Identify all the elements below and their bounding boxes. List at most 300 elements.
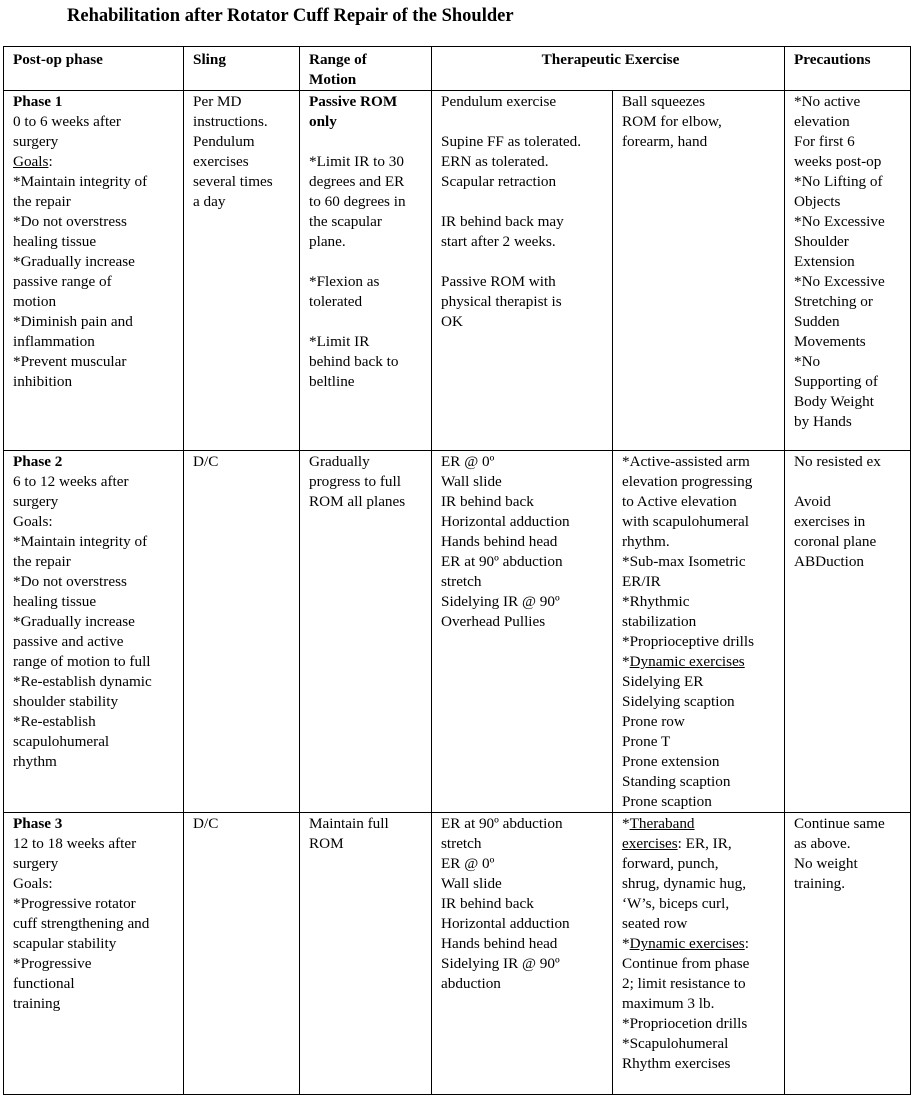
cell-line (13, 92, 179, 112)
line-text: Phase 1 (13, 93, 63, 110)
cell-line (441, 172, 608, 192)
cell-line (13, 492, 179, 512)
cell-line (13, 552, 179, 572)
line-text: training. (794, 875, 846, 892)
cell-line (309, 834, 427, 854)
line-text: ER @ 0º (441, 453, 495, 470)
cell-line (441, 232, 608, 252)
cell-line (622, 492, 780, 512)
line-text: *Limit IR to 30 (309, 153, 404, 170)
cell-line (441, 612, 608, 632)
cell-line (13, 292, 179, 312)
line-text: For first 6 (794, 133, 855, 150)
cell-line (13, 732, 179, 752)
line-text: *No Lifting of (794, 173, 883, 190)
line-text: rhythm (13, 753, 57, 770)
line-text: ROM all planes (309, 493, 406, 510)
line-text: by Hands (794, 413, 852, 430)
line-text: to 60 degrees in (309, 193, 406, 210)
line-text: Theraband (629, 815, 695, 832)
line-text: 0 to 6 weeks after (13, 113, 121, 130)
cell-line (622, 772, 780, 792)
line-text: Wall slide (441, 473, 502, 490)
cell-line (13, 372, 179, 392)
header-row (4, 47, 911, 91)
cell-line (309, 112, 427, 132)
line-text: as above. (794, 835, 851, 852)
cell-line (794, 814, 906, 834)
cell-line (441, 834, 608, 854)
cell-line (13, 132, 179, 152)
cell-line (794, 112, 906, 132)
line-text: Phase 3 (13, 815, 63, 832)
line-text: scapular stability (13, 935, 117, 952)
line-text: ROM for elbow, (622, 113, 722, 130)
cell-line (309, 192, 427, 212)
line-text: Gradually (309, 453, 370, 470)
line-text: *Progressive (13, 955, 92, 972)
cell-line (622, 1014, 780, 1034)
line-text: Continue from phase (622, 955, 750, 972)
cell-line (309, 212, 427, 232)
cell-line (441, 814, 608, 834)
cell-line (309, 272, 427, 292)
cell-line (622, 914, 780, 934)
line-text: 6 to 12 weeks after (13, 473, 129, 490)
header-rom-line: Motion (309, 71, 357, 88)
cell-line (13, 512, 179, 532)
cell-line (794, 152, 906, 172)
cell-line (13, 172, 179, 192)
exercise-cell-right (613, 451, 785, 813)
cell-line (794, 332, 906, 352)
cell-line (622, 672, 780, 692)
line-text: Pendulum exercise (441, 93, 557, 110)
cell-line (13, 612, 179, 632)
line-text: Overhead Pullies (441, 613, 546, 630)
cell-line (13, 232, 179, 252)
line-text: physical therapist is (441, 293, 562, 310)
cell-line (13, 472, 179, 492)
cell-line (622, 712, 780, 732)
line-suffix: : ER, IR, (677, 835, 732, 852)
line-text: shrug, dynamic hug, (622, 875, 747, 892)
line-text: rhythm. (622, 533, 670, 550)
line-text: *Limit IR (309, 333, 370, 350)
cell-line (309, 372, 427, 392)
line-text: *Do not overstress (13, 573, 127, 590)
line-text: passive and active (13, 633, 124, 650)
line-text: ROM (309, 835, 344, 852)
cell-line (13, 272, 179, 292)
range-of-motion-cell (300, 451, 432, 813)
cell-line (441, 252, 608, 272)
line-text: Maintain full (309, 815, 389, 832)
line-text: surgery (13, 493, 59, 510)
cell-line (441, 512, 608, 532)
line-text: scapulohumeral (13, 733, 110, 750)
cell-line (193, 452, 295, 472)
line-prefix: * (622, 653, 630, 670)
cell-line (794, 452, 906, 472)
cell-line (309, 452, 427, 472)
line-text: ‘W’s, biceps curl, (622, 895, 730, 912)
cell-line (622, 552, 780, 572)
line-text: Passive ROM with (441, 273, 556, 290)
line-text: elevation progressing (622, 473, 753, 490)
line-text: stabilization (622, 613, 697, 630)
header-post-op-phase: Post-op phase (4, 47, 184, 91)
cell-line (622, 652, 780, 672)
cell-line (794, 874, 906, 894)
line-text: ABDuction (794, 553, 865, 570)
cell-line (13, 752, 179, 772)
line-text: *Active-assisted arm (622, 453, 750, 470)
line-text: OK (441, 313, 463, 330)
precautions-cell (785, 91, 911, 451)
cell-line (794, 472, 906, 492)
line-text: *Proprioceptive drills (622, 633, 755, 650)
line-text: Per MD (193, 93, 242, 110)
line-text: exercises (193, 153, 249, 170)
cell-line (441, 954, 608, 974)
cell-line (441, 112, 608, 132)
line-text: to Active elevation (622, 493, 737, 510)
line-text: Supine FF as tolerated. (441, 133, 582, 150)
line-text: D/C (193, 453, 219, 470)
line-text: the repair (13, 193, 71, 210)
line-text: forward, punch, (622, 855, 719, 872)
line-text: *No Excessive (794, 213, 885, 230)
line-text: Objects (794, 193, 841, 210)
cell-line (794, 92, 906, 112)
cell-line (622, 572, 780, 592)
line-text: Body Weight (794, 393, 874, 410)
line-text: *Prevent muscular (13, 353, 127, 370)
line-text: a day (193, 193, 226, 210)
cell-line (193, 814, 295, 834)
cell-line (441, 874, 608, 894)
line-text: IR behind back (441, 493, 534, 510)
line-text: *Rhythmic (622, 593, 690, 610)
line-text: *Scapulohumeral (622, 1035, 729, 1052)
cell-line (441, 152, 608, 172)
cell-line (622, 512, 780, 532)
cell-line (193, 112, 295, 132)
cell-line (309, 132, 427, 152)
cell-line (13, 712, 179, 732)
cell-line (622, 834, 780, 854)
line-text: behind back to (309, 353, 399, 370)
cell-line (622, 612, 780, 632)
cell-line (309, 172, 427, 192)
cell-line (309, 352, 427, 372)
cell-line (13, 954, 179, 974)
line-text: cuff strengthening and (13, 915, 150, 932)
cell-line (794, 312, 906, 332)
cell-line (13, 914, 179, 934)
line-text: ER at 90º abduction (441, 553, 563, 570)
cell-line (441, 452, 608, 472)
line-text: Goals: (13, 875, 53, 892)
line-text: *No (794, 353, 821, 370)
line-text: *Re-establish dynamic (13, 673, 152, 690)
cell-line (13, 874, 179, 894)
line-text: stretch (441, 573, 482, 590)
cell-line (13, 252, 179, 272)
sling-cell (184, 91, 300, 451)
line-text: beltline (309, 373, 355, 390)
cell-line (622, 752, 780, 772)
line-text: IR behind back (441, 895, 534, 912)
line-text: Pendulum (193, 133, 255, 150)
cell-line (309, 332, 427, 352)
cell-line (13, 572, 179, 592)
cell-line (13, 112, 179, 132)
rehab-protocol-table (3, 46, 911, 1095)
line-text: Prone scaption (622, 793, 712, 810)
cell-line (441, 492, 608, 512)
line-text: shoulder stability (13, 693, 119, 710)
cell-line (13, 652, 179, 672)
line-text: Wall slide (441, 875, 502, 892)
line-text: Goals (13, 153, 49, 170)
line-text: No resisted ex (794, 453, 881, 470)
line-text: 12 to 18 weeks after (13, 835, 137, 852)
cell-line (13, 632, 179, 652)
cell-line (794, 834, 906, 854)
cell-line (441, 272, 608, 292)
line-text: the repair (13, 553, 71, 570)
cell-line (794, 132, 906, 152)
cell-line (441, 292, 608, 312)
line-text: Hands behind head (441, 935, 558, 952)
cell-line (441, 132, 608, 152)
cell-line (622, 472, 780, 492)
cell-line (309, 92, 427, 112)
cell-line (13, 934, 179, 954)
cell-line (622, 854, 780, 874)
cell-line (13, 894, 179, 914)
phase-cell (4, 451, 184, 813)
line-text: progress to full (309, 473, 401, 490)
line-text: D/C (193, 815, 219, 832)
cell-line (193, 172, 295, 192)
line-text: *Diminish pain and (13, 313, 133, 330)
cell-line (441, 532, 608, 552)
line-text: Ball squeezes (622, 93, 706, 110)
line-text: Dynamic exercises (629, 653, 745, 670)
cell-line (794, 192, 906, 212)
cell-line (794, 412, 906, 432)
cell-line (13, 592, 179, 612)
exercise-cell-left (432, 813, 613, 1095)
cell-line (622, 874, 780, 894)
cell-line (794, 854, 906, 874)
line-text: Avoid (794, 493, 831, 510)
line-text: *Propriocetion drills (622, 1015, 748, 1032)
cell-line (309, 312, 427, 332)
cell-line (794, 292, 906, 312)
cell-line (309, 152, 427, 172)
line-text: *Gradually increase (13, 253, 135, 270)
range-of-motion-cell (300, 813, 432, 1095)
cell-line (794, 492, 906, 512)
exercise-cell-right (613, 813, 785, 1095)
header-rom-line: Range of (309, 51, 367, 68)
line-text: instructions. (193, 113, 268, 130)
cell-line (622, 1034, 780, 1054)
cell-line (794, 232, 906, 252)
line-text: weeks post-op (794, 153, 882, 170)
exercise-cell-left (432, 451, 613, 813)
cell-line (622, 452, 780, 472)
table-row-phase-3 (4, 813, 911, 1095)
cell-line (193, 92, 295, 112)
cell-line (13, 854, 179, 874)
line-text: *Do not overstress (13, 213, 127, 230)
cell-line (441, 572, 608, 592)
precautions-cell (785, 813, 911, 1095)
line-text: Sidelying IR @ 90º (441, 593, 560, 610)
cell-line (13, 212, 179, 232)
line-text: stretch (441, 835, 482, 852)
line-text: *Maintain integrity of (13, 173, 148, 190)
cell-line (13, 192, 179, 212)
sling-cell (184, 451, 300, 813)
line-text: healing tissue (13, 233, 97, 250)
exercise-cell-left (432, 91, 613, 451)
cell-line (441, 854, 608, 874)
cell-line (441, 312, 608, 332)
cell-line (309, 814, 427, 834)
line-text: start after 2 weeks. (441, 233, 556, 250)
line-text: Goals: (13, 513, 53, 530)
line-text: Prone extension (622, 753, 720, 770)
line-text: Passive ROM (309, 93, 398, 110)
cell-line (794, 512, 906, 532)
cell-line (622, 132, 780, 152)
line-text: *Progressive rotator (13, 895, 136, 912)
line-text: the scapular (309, 213, 382, 230)
line-text: Scapular retraction (441, 173, 557, 190)
cell-line (13, 332, 179, 352)
cell-line (13, 532, 179, 552)
cell-line (622, 112, 780, 132)
cell-line (441, 552, 608, 572)
line-text: abduction (441, 975, 501, 992)
line-text: surgery (13, 133, 59, 150)
line-text: Horizontal adduction (441, 513, 570, 530)
line-text: degrees and ER (309, 173, 405, 190)
line-text: plane. (309, 233, 346, 250)
line-text: passive range of (13, 273, 112, 290)
phase-cell (4, 813, 184, 1095)
cell-line (441, 472, 608, 492)
header-precautions: Precautions (785, 47, 911, 91)
cell-line (193, 152, 295, 172)
line-text: exercises in (794, 513, 866, 530)
cell-line (13, 152, 179, 172)
line-prefix: * (622, 815, 630, 832)
cell-line (309, 492, 427, 512)
cell-line (13, 452, 179, 472)
line-text: *Re-establish (13, 713, 96, 730)
cell-line (622, 894, 780, 914)
line-text: ER @ 0º (441, 855, 495, 872)
line-text: exercises (622, 835, 678, 852)
line-text: Stretching or (794, 293, 873, 310)
line-text: inhibition (13, 373, 73, 390)
cell-line (13, 312, 179, 332)
header-sling: Sling (184, 47, 300, 91)
cell-line (794, 172, 906, 192)
line-text: only (309, 113, 337, 130)
cell-line (622, 692, 780, 712)
cell-line (622, 792, 780, 812)
line-text: *Sub-max Isometric (622, 553, 746, 570)
cell-line (309, 472, 427, 492)
line-text: Shoulder (794, 233, 849, 250)
line-text: training (13, 995, 61, 1012)
line-text: Sudden (794, 313, 840, 330)
cell-line (193, 132, 295, 152)
cell-line (441, 914, 608, 934)
line-text: coronal plane (794, 533, 877, 550)
cell-line (441, 934, 608, 954)
line-text: *No Excessive (794, 273, 885, 290)
cell-line (309, 232, 427, 252)
line-text: healing tissue (13, 593, 97, 610)
cell-line (309, 292, 427, 312)
line-text: ER at 90º abduction (441, 815, 563, 832)
cell-line (13, 834, 179, 854)
line-text: Prone row (622, 713, 685, 730)
line-text: Rhythm exercises (622, 1055, 731, 1072)
cell-line (13, 974, 179, 994)
line-text: Sidelying ER (622, 673, 704, 690)
cell-line (794, 392, 906, 412)
sling-cell (184, 813, 300, 1095)
cell-line (13, 994, 179, 1014)
cell-line (622, 954, 780, 974)
line-text: Sidelying scaption (622, 693, 735, 710)
line-suffix: : (744, 935, 749, 952)
cell-line (193, 192, 295, 212)
line-text: elevation (794, 113, 850, 130)
line-text: Hands behind head (441, 533, 558, 550)
cell-line (622, 532, 780, 552)
table-row-phase-2 (4, 451, 911, 813)
header-therapeutic-exercise: Therapeutic Exercise (432, 47, 785, 91)
line-text: Sidelying IR @ 90º (441, 955, 560, 972)
line-text: *Gradually increase (13, 613, 135, 630)
line-text: ER/IR (622, 573, 661, 590)
cell-line (794, 252, 906, 272)
line-text: Continue same (794, 815, 885, 832)
cell-line (441, 92, 608, 112)
cell-line (622, 974, 780, 994)
cell-line (622, 1054, 780, 1074)
cell-line (794, 532, 906, 552)
line-text: Horizontal adduction (441, 915, 570, 932)
line-text: No weight (794, 855, 858, 872)
cell-line (794, 372, 906, 392)
table-row-phase-1 (4, 91, 911, 451)
cell-line (622, 994, 780, 1014)
line-text: ERN as tolerated. (441, 153, 549, 170)
line-text: surgery (13, 855, 59, 872)
